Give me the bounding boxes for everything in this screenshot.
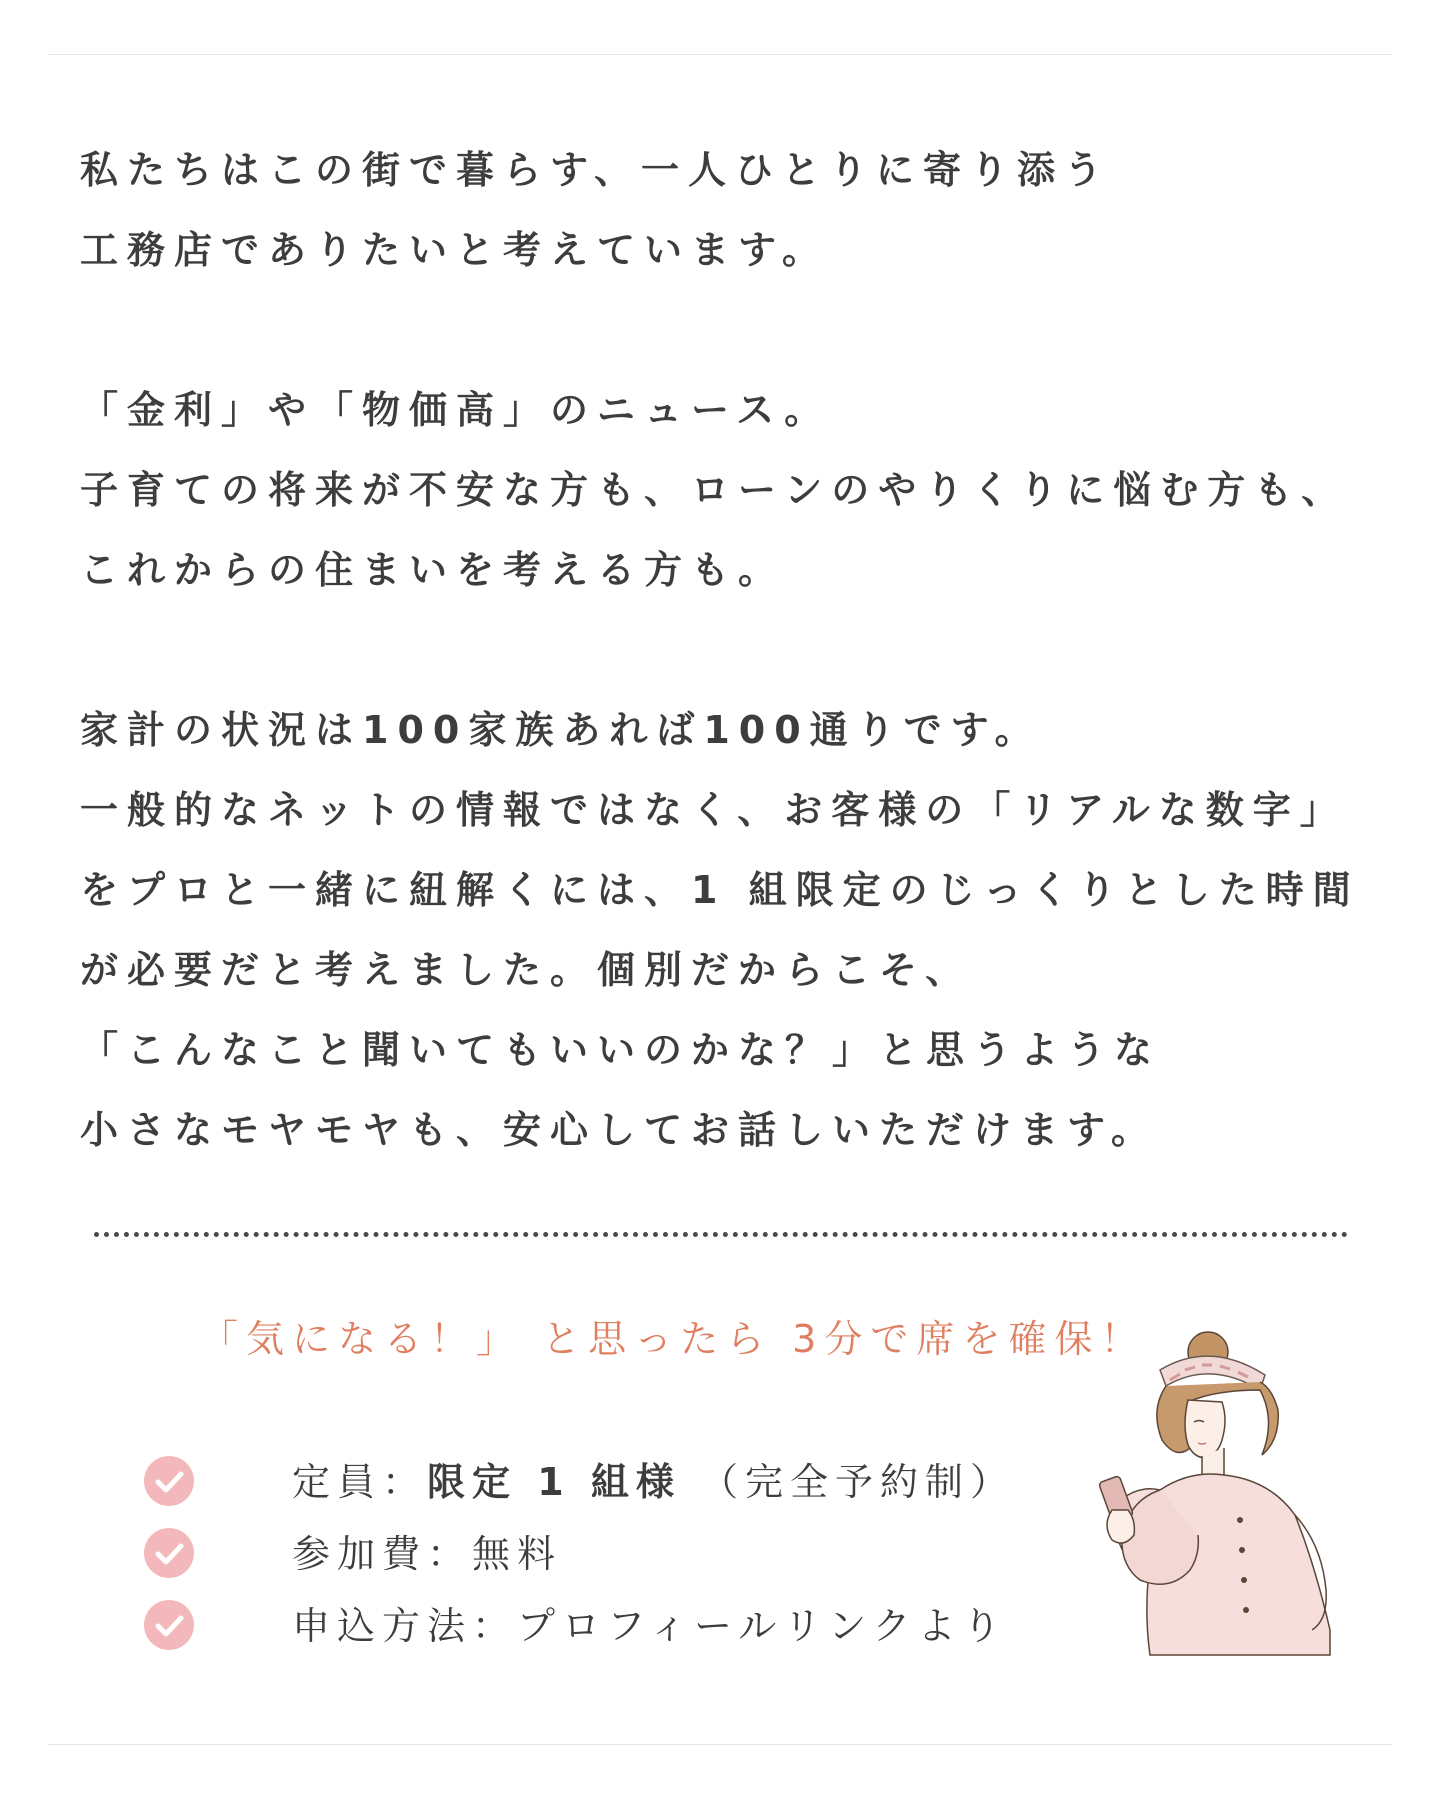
paragraph-2 [80, 370, 1380, 610]
event-details-list [140, 1448, 1040, 1664]
paragraph-3 [80, 690, 1380, 1170]
list-item-fee [140, 1520, 1040, 1592]
intro-text [80, 130, 1380, 1250]
text-line: 家計の状況は100家族あれば100通りです。 [80, 708, 1042, 752]
woman-with-phone-illustration [1090, 1330, 1360, 1660]
text-line: 「金利」や「物価高」のニュース。 [80, 388, 832, 432]
check-circle-icon [144, 1456, 194, 1506]
fee-text: 参加費：無料 [292, 1532, 563, 1576]
text-line: 一般的なネットの情報ではなく、お客様の「リアルな数字」 [80, 788, 1347, 832]
cta-headline: 「気になる！」 と思ったら 3分で席を確保！ [200, 1317, 1147, 1361]
text-line: 「こんなこと聞いてもいいのかな？」と思うような [80, 1028, 1162, 1072]
bottom-divider [48, 1744, 1392, 1745]
text-line: が必要だと考えました。個別だからこそ、 [80, 948, 973, 992]
capacity-value: 限定 1 組様 [427, 1460, 681, 1504]
capacity-note: （完全予約制） [700, 1460, 1016, 1504]
application-text: 申込方法：プロフィールリンクより [292, 1604, 1008, 1648]
capacity-text [292, 1454, 1015, 1510]
list-item-application [140, 1592, 1040, 1664]
text-line: をプロと一緒に紐解くには、1 組限定のじっくりとした時間 [80, 868, 1360, 912]
text-line: 小さなモヤモヤも、安心してお話しいただけます。 [80, 1108, 1158, 1152]
check-circle-icon [144, 1600, 194, 1650]
top-divider [48, 54, 1392, 55]
text-line: 子育ての将来が不安な方も、ローンのやりくりに悩む方も、 [80, 468, 1349, 512]
list-item-capacity [140, 1448, 1040, 1520]
paragraph-1 [80, 130, 1380, 290]
text-line: これからの住まいを考える方も。 [80, 548, 786, 592]
text-line: 私たちはこの街で暮らす、一人ひとりに寄り添う [80, 148, 1111, 192]
text-line: 工務店でありたいと考えています。 [80, 228, 829, 272]
dotted-divider [94, 1232, 1348, 1237]
check-circle-icon [144, 1528, 194, 1578]
capacity-label: 定員： [292, 1460, 428, 1504]
